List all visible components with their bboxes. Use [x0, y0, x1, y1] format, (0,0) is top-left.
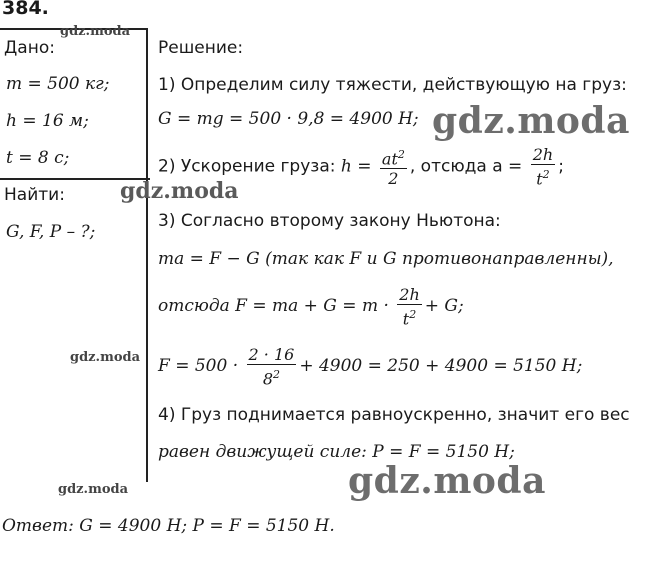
- solution-title: Решение:: [158, 38, 244, 58]
- step2-frac-num: at: [381, 149, 398, 169]
- watermark: gdz.moda: [432, 100, 630, 142]
- watermark: gdz.moda: [70, 350, 141, 365]
- step2-h: h =: [340, 156, 372, 177]
- step2-mid: , отсюда a =: [409, 156, 523, 177]
- step2-fraction2: $\frac{2h}{t^2}$: [532, 145, 554, 189]
- step2-fraction: $\frac{at^2}{2}$: [381, 148, 405, 189]
- solution-eq5-line: [158, 345, 582, 388]
- given-time: t = 8 с;: [6, 148, 70, 168]
- watermark: gdz.moda: [60, 24, 131, 39]
- eq5-frac-den: 8: [262, 369, 273, 389]
- vertical-divider: [146, 28, 148, 482]
- eq5-fraction: $\frac{2 \cdot 16}{8^2}$: [248, 345, 295, 389]
- solution-step1: 1) Определим силу тяжести, действующую на груз:: [158, 75, 627, 95]
- solution-eq1: G = mg = 500 · 9,8 = 4900 Н;: [158, 109, 419, 129]
- eq5-frac-num: 2 · 16: [248, 345, 295, 364]
- solution-step3: 3) Согласно второму закону Ньютона:: [158, 211, 501, 231]
- problem-number: 384.: [2, 0, 49, 19]
- eq4-end: + G;: [424, 296, 464, 317]
- watermark: gdz.moda: [348, 460, 546, 502]
- eq4-fraction: $\frac{2h}{t^2}$: [399, 285, 420, 329]
- given-title: Дано:: [4, 38, 55, 58]
- eq4-frac-den: t: [402, 309, 410, 329]
- eq5-end: + 4900 = 250 + 4900 = 5150 Н;: [299, 356, 583, 377]
- solution-step4: 4) Груз поднимается равноускренно, значит его вес: [158, 405, 630, 425]
- solution-eq3: ma = F − G (так как F и G противонаправленны),: [158, 249, 614, 269]
- find-line: G, F, P – ?;: [6, 222, 96, 242]
- eq4-frac-num: 2h: [399, 285, 420, 304]
- find-title: Найти:: [4, 185, 65, 205]
- given-height: h = 16 м;: [6, 111, 89, 131]
- given-mass: m = 500 кг;: [6, 74, 110, 94]
- step2-frac2-den: t: [536, 169, 543, 189]
- step2-end: ;: [558, 156, 564, 177]
- step2-frac-den: 2: [380, 168, 407, 188]
- watermark: gdz.moda: [120, 178, 239, 204]
- solution-eq4-line: [158, 285, 464, 328]
- watermark: gdz.moda: [58, 482, 129, 497]
- step2-prefix: 2) Ускорение груза:: [158, 156, 336, 177]
- step2-frac2-num: 2h: [532, 145, 554, 164]
- eq4-prefix: отсюда F = ma + G = m ·: [158, 296, 389, 317]
- answer-line: Ответ: G = 4900 Н; P = F = 5150 Н.: [2, 516, 335, 536]
- solution-step4b: равен движущей силе: P = F = 5150 Н;: [158, 442, 515, 462]
- eq5-prefix: F = 500 ·: [158, 356, 239, 377]
